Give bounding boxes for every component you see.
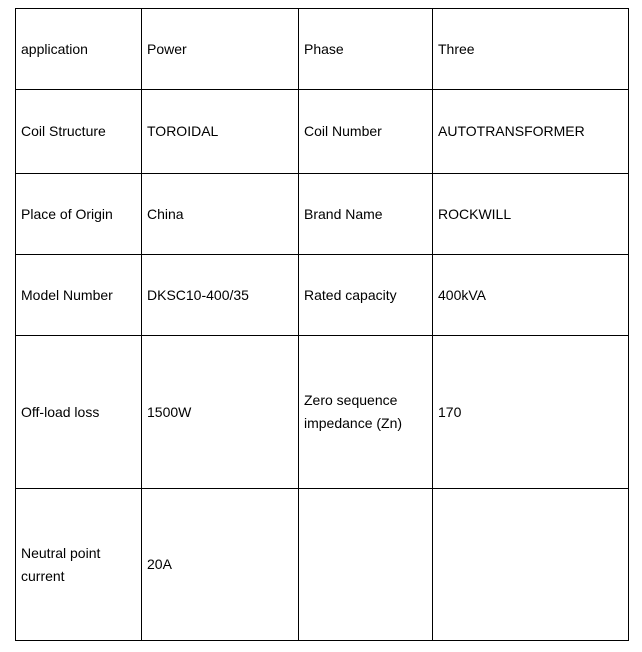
table-row (16, 255, 629, 336)
spec-value: TOROIDAL (142, 90, 299, 174)
spec-value (433, 489, 629, 641)
spec-label: Model Number (16, 255, 142, 336)
table-row (16, 489, 629, 641)
spec-value: China (142, 174, 299, 255)
spec-label: Coil Structure (16, 90, 142, 174)
table-row (16, 9, 629, 90)
spec-value: Three (433, 9, 629, 90)
spec-label: application (16, 9, 142, 90)
spec-value: 170 (433, 336, 629, 489)
spec-value: DKSC10-400/35 (142, 255, 299, 336)
spec-label: Coil Number (299, 90, 433, 174)
spec-value: AUTOTRANSFORMER (433, 90, 629, 174)
spec-label (299, 489, 433, 641)
spec-label: Zero sequence impedance (Zn) (299, 336, 433, 489)
spec-value: ROCKWILL (433, 174, 629, 255)
spec-value: 20A (142, 489, 299, 641)
spec-label: Brand Name (299, 174, 433, 255)
spec-label: Phase (299, 9, 433, 90)
table-row (16, 90, 629, 174)
spec-label: Neutral point current (16, 489, 142, 641)
spec-value: 1500W (142, 336, 299, 489)
spec-label: Place of Origin (16, 174, 142, 255)
table-row (16, 336, 629, 489)
spec-label: Rated capacity (299, 255, 433, 336)
spec-table (15, 8, 629, 641)
table-row (16, 174, 629, 255)
spec-value: 400kVA (433, 255, 629, 336)
spec-label: Off-load loss (16, 336, 142, 489)
spec-value: Power (142, 9, 299, 90)
